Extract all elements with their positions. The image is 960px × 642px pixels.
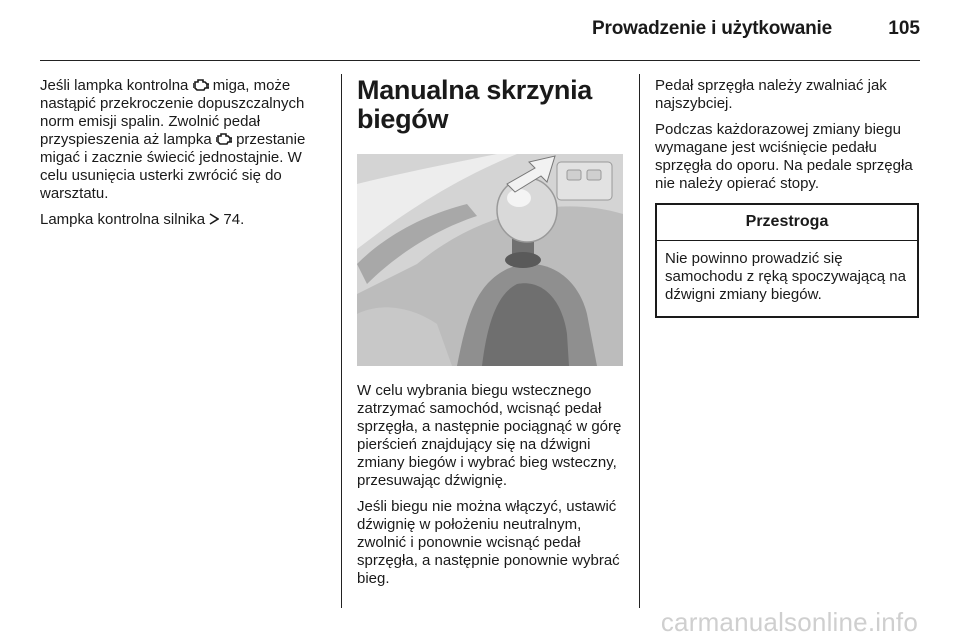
caution-body: Nie powinno prowadzić się samochodu z ręką spoczywającą na dźwigni zmiany biegów. <box>665 250 906 303</box>
clutch-release-paragraph: Pedał sprzęgła należy zwalniać jak najszybciej. <box>655 77 887 112</box>
column-1 <box>40 77 330 237</box>
gear-engage-paragraph: Jeśli biegu nie można włączyć, ustawić dźwignię w położeniu neutralnym, zwolnić i ponownie wcisnąć pedał sprzęgła, a następnie ponownie wybrać bieg. <box>357 498 620 587</box>
engine-light-paragraph: Jeśli lampka kontrolna miga, może nastąpić przekroczenie dopuszczalnych norm emisji spalin. Zwolnić pedał przyspieszenia aż lampka przestanie migać i zacznie świecić jednostajnie. W celu usunięcia usterki zwrócić się do warsztatu. <box>40 77 306 202</box>
section-title: Manualna skrzynia biegów <box>357 75 592 134</box>
page-number: 105 <box>888 18 920 39</box>
header-divider <box>40 60 920 61</box>
reverse-gear-paragraph: W celu wybrania biegu wstecznego zatrzymać samochód, wcisnąć pedał sprzęgła, a następnie pociągnąć w górę pierścień znajdujący się na dźwigni zmiany biegów i wybrać bieg wsteczny, przesuwając dźwignię. <box>357 382 622 489</box>
watermark: carmanualsonline.info <box>660 607 918 637</box>
engine-light-reference: Lampka kontrolna silnika 74. <box>40 211 245 228</box>
page-reference-icon <box>209 213 219 225</box>
caution-title: Przestroga <box>657 205 917 241</box>
column-divider-2 <box>639 74 640 608</box>
caution-box <box>655 203 919 318</box>
column-3 <box>655 77 923 318</box>
page-header-title: Prowadzenie i użytkowanie <box>592 18 832 39</box>
engine-warning-icon <box>216 132 232 146</box>
column-divider-1 <box>341 74 342 608</box>
column-2 <box>357 76 623 596</box>
clutch-press-paragraph: Podczas każdorazowej zmiany biegu wymagane jest wciśnięcie pedału sprzęgła do oporu. Na pedale sprzęgła nie należy opierać stopy. <box>655 121 913 192</box>
engine-warning-icon <box>193 78 209 92</box>
gear-lever-illustration <box>357 154 623 366</box>
